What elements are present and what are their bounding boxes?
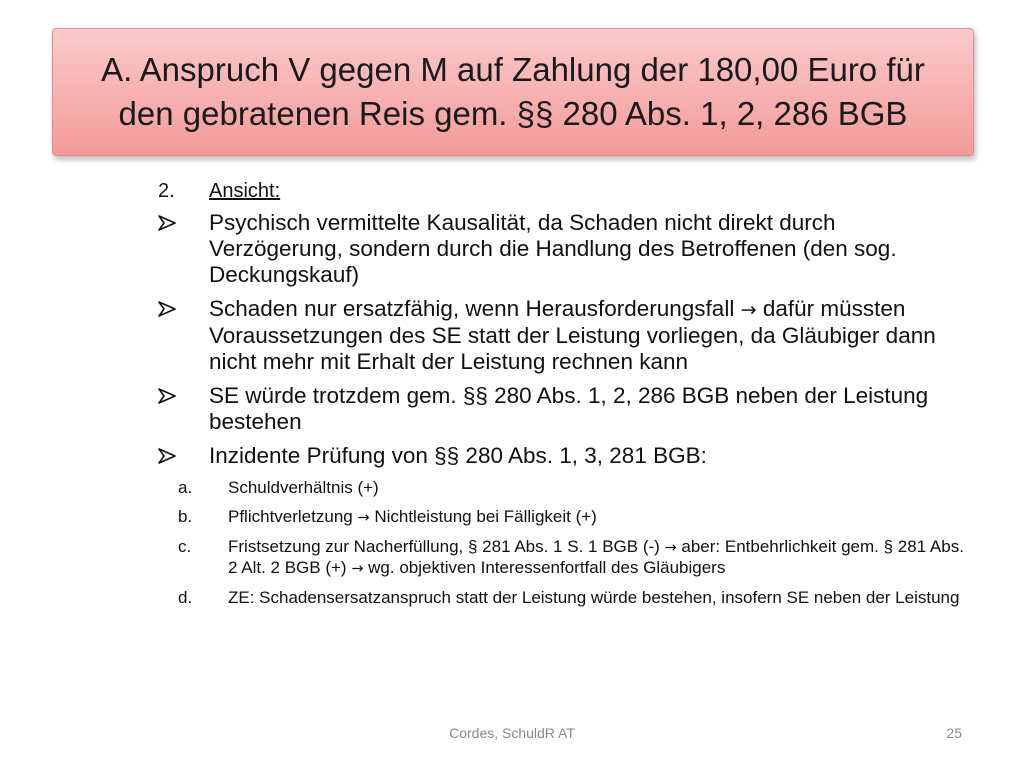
arrow-bullet-icon: [158, 296, 209, 323]
sub-item-text: [228, 537, 968, 579]
right-arrow-icon: →: [740, 298, 757, 321]
bullet-text: SE würde trotzdem gem. §§ 280 Abs. 1, 2, 286 BGB neben der Leistung bestehen: [209, 383, 929, 434]
footer-page-number: 25: [946, 725, 962, 741]
sub-item-text: [228, 507, 968, 528]
sub-item-marker: a.: [178, 478, 193, 497]
sub-item-text-part: Pflichtverletzung: [228, 507, 353, 526]
sub-item: [178, 537, 968, 579]
bullet-text: [209, 296, 968, 375]
sub-item-text-part: wg. objektiven Interessenfortfall des Gläubigers: [368, 558, 726, 577]
slide-title-box: [52, 28, 974, 156]
bullet-item: [158, 296, 968, 375]
right-arrow-icon: →: [357, 510, 370, 526]
section-label: Ansicht:: [209, 180, 281, 202]
slide-title-line-2: den gebratenen Reis gem. §§ 280 Abs. 1, 2, 286 BGB: [118, 95, 908, 132]
bullet-text: Inzidente Prüfung von §§ 280 Abs. 1, 3, 281 BGB:: [209, 443, 707, 468]
arrow-bullet-icon: [158, 210, 209, 237]
bullet-text: Psychisch vermittelte Kausalität, da Schaden nicht direkt durch Verzögerung, sondern durch die Handlung des Betroffenen (den sog. Deckungskauf): [209, 210, 897, 287]
slide-title-line-1: A. Anspruch V gegen M auf Zahlung der 180,00 Euro für: [101, 51, 925, 88]
section-heading: [158, 178, 968, 204]
sub-item-text-part: Nichtleistung bei Fälligkeit (+): [374, 507, 597, 526]
sub-item-marker: d.: [178, 588, 193, 607]
sub-item-text-part: aber: Entbehrlichkeit gem. § 281 Abs. 2 Alt. 2 BGB (+): [228, 537, 964, 577]
sub-item-text-part: Fristsetzung zur Nacherfüllung, § 281 Abs. 1 S. 1 BGB (-): [228, 537, 660, 556]
sub-item-marker: b.: [178, 507, 193, 526]
bullet-text-part: dafür müssten Voraussetzungen des SE statt der Leistung vorliegen, da Gläubiger dann nicht mehr mit Erhalt der Leistung rechnen kann: [209, 296, 936, 374]
sub-item-marker: c.: [178, 537, 192, 556]
sub-item: [178, 588, 968, 608]
sub-item: [178, 507, 968, 528]
sub-item-text: ZE: Schadensersatzanspruch statt der Leistung würde bestehen, insofern SE neben der Leistung: [228, 588, 960, 607]
right-arrow-icon: →: [664, 540, 677, 556]
right-arrow-icon: →: [351, 561, 364, 577]
footer-author: Cordes, SchuldR AT: [449, 725, 575, 741]
arrow-bullet-icon: [158, 383, 209, 410]
slide-content: [158, 178, 968, 617]
sub-item-text: Schuldverhältnis (+): [228, 478, 379, 497]
slide-title: [87, 48, 939, 136]
bullet-item: [158, 443, 968, 470]
bullet-text-part: Schaden nur ersatzfähig, wenn Herausforderungsfall: [209, 296, 735, 321]
bullet-item: [158, 210, 968, 288]
section-number: 2.: [158, 180, 175, 202]
sub-item: [178, 478, 968, 498]
bullet-item: [158, 383, 968, 435]
arrow-bullet-icon: [158, 443, 209, 470]
